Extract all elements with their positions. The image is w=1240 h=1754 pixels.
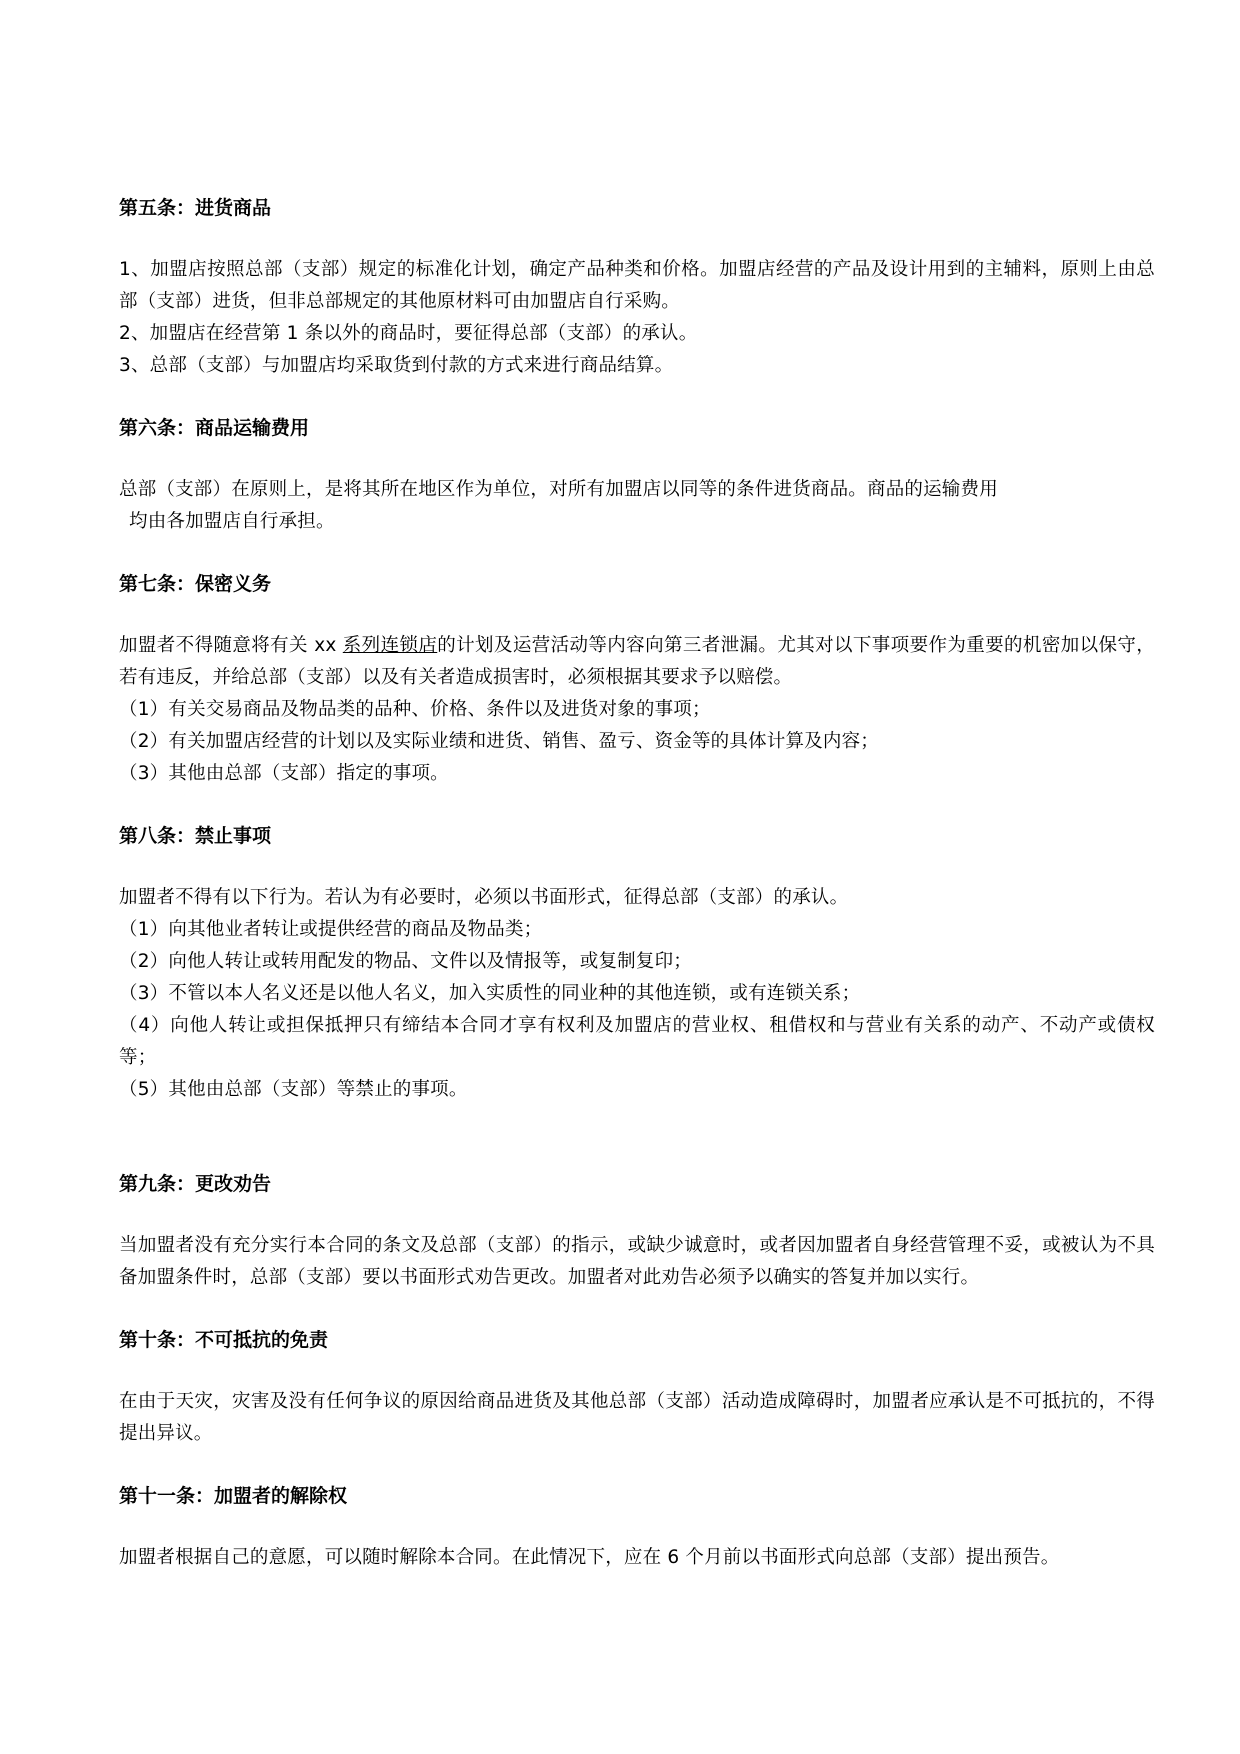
list-item: （3）不管以本人名义还是以他人名义，加入实质性的同业种的其他连锁，或有连锁关系； [119, 983, 861, 1004]
paragraph: 均由各加盟店自行承担。 [129, 511, 335, 532]
paragraph: 3、总部（支部）与加盟店均采取货到付款的方式来进行商品结算。 [119, 355, 674, 376]
list-item: （2）向他人转让或转用配发的物品、文件以及情报等，或复制复印； [119, 951, 692, 972]
article-heading: 第九条：更改劝告 [119, 1173, 272, 1195]
article-heading: 第五条：进货商品 [119, 197, 272, 219]
list-item: （4）向他人转让或担保抵押只有缔结本合同才享有权利及加盟店的营业权、租借权和与营业有关系的动产、不动产或债权等； [119, 1015, 1155, 1068]
article-heading: 第八条：禁止事项 [119, 825, 272, 847]
paragraph: 1、加盟店按照总部（支部）规定的标准化计划，确定产品种类和价格。加盟店经营的产品及设计用到的主辅料，原则上由总部（支部）进货，但非总部规定的其他原材料可由加盟店自行采购。 [119, 259, 1155, 312]
article-heading: 第十一条：加盟者的解除权 [119, 1485, 348, 1507]
intro-text-after: 的计划及运营活动等内容向第三者泄漏。尤其对以下事项要作为重要的机密加以保守，若有违反，并给总部（支部）以及有关者造成损害时，必须根据其要求予以赔偿。 [119, 635, 1155, 688]
list-item: （1）向其他业者转让或提供经营的商品及物品类； [119, 919, 543, 940]
article-9 [119, 1168, 1155, 1294]
chain-store-link[interactable]: 系列连锁店 [342, 635, 438, 656]
article-heading: 第七条：保密义务 [119, 573, 272, 595]
paragraph: 加盟者不得有以下行为。若认为有必要时，必须以书面形式，征得总部（支部）的承认。 [119, 887, 849, 908]
paragraph: 加盟者根据自己的意愿，可以随时解除本合同。在此情况下，应在 6 个月前以书面形式向总部（支部）提出预告。 [119, 1547, 1060, 1568]
article-11 [119, 1480, 1155, 1574]
paragraph: 在由于天灾，灾害及没有任何争议的原因给商品进货及其他总部（支部）活动造成障碍时，加盟者应承认是不可抵抗的，不得提出异议。 [119, 1391, 1155, 1444]
article-5 [119, 192, 1155, 382]
list-item: （2）有关加盟店经营的计划以及实际业绩和进货、销售、盈亏、资金等的具体计算及内容； [119, 731, 879, 752]
article-6 [119, 412, 1155, 538]
article-10 [119, 1324, 1155, 1450]
article-heading: 第十条：不可抵抗的免责 [119, 1329, 329, 1351]
list-item: （5）其他由总部（支部）等禁止的事项。 [119, 1079, 468, 1100]
article-7 [119, 568, 1155, 790]
article-8 [119, 820, 1155, 1106]
paragraph: 总部（支部）在原则上，是将其所在地区作为单位，对所有加盟店以同等的条件进货商品。商品的运输费用 [119, 479, 998, 500]
document-page [119, 192, 1155, 1574]
paragraph: 2、加盟店在经营第 1 条以外的商品时，要征得总部（支部）的承认。 [119, 323, 698, 344]
paragraph-intro [119, 630, 1155, 694]
article-heading: 第六条：商品运输费用 [119, 417, 310, 439]
list-item: （1）有关交易商品及物品类的品种、价格、条件以及进货对象的事项； [119, 699, 711, 720]
list-item: （3）其他由总部（支部）指定的事项。 [119, 763, 449, 784]
intro-text-before: 加盟者不得随意将有关 xx [119, 635, 343, 656]
paragraph: 当加盟者没有充分实行本合同的条文及总部（支部）的指示，或缺少诚意时，或者因加盟者自身经营管理不妥，或被认为不具备加盟条件时，总部（支部）要以书面形式劝告更改。加盟者对此劝告必须予以确实的答复并加以实行。 [119, 1235, 1155, 1288]
